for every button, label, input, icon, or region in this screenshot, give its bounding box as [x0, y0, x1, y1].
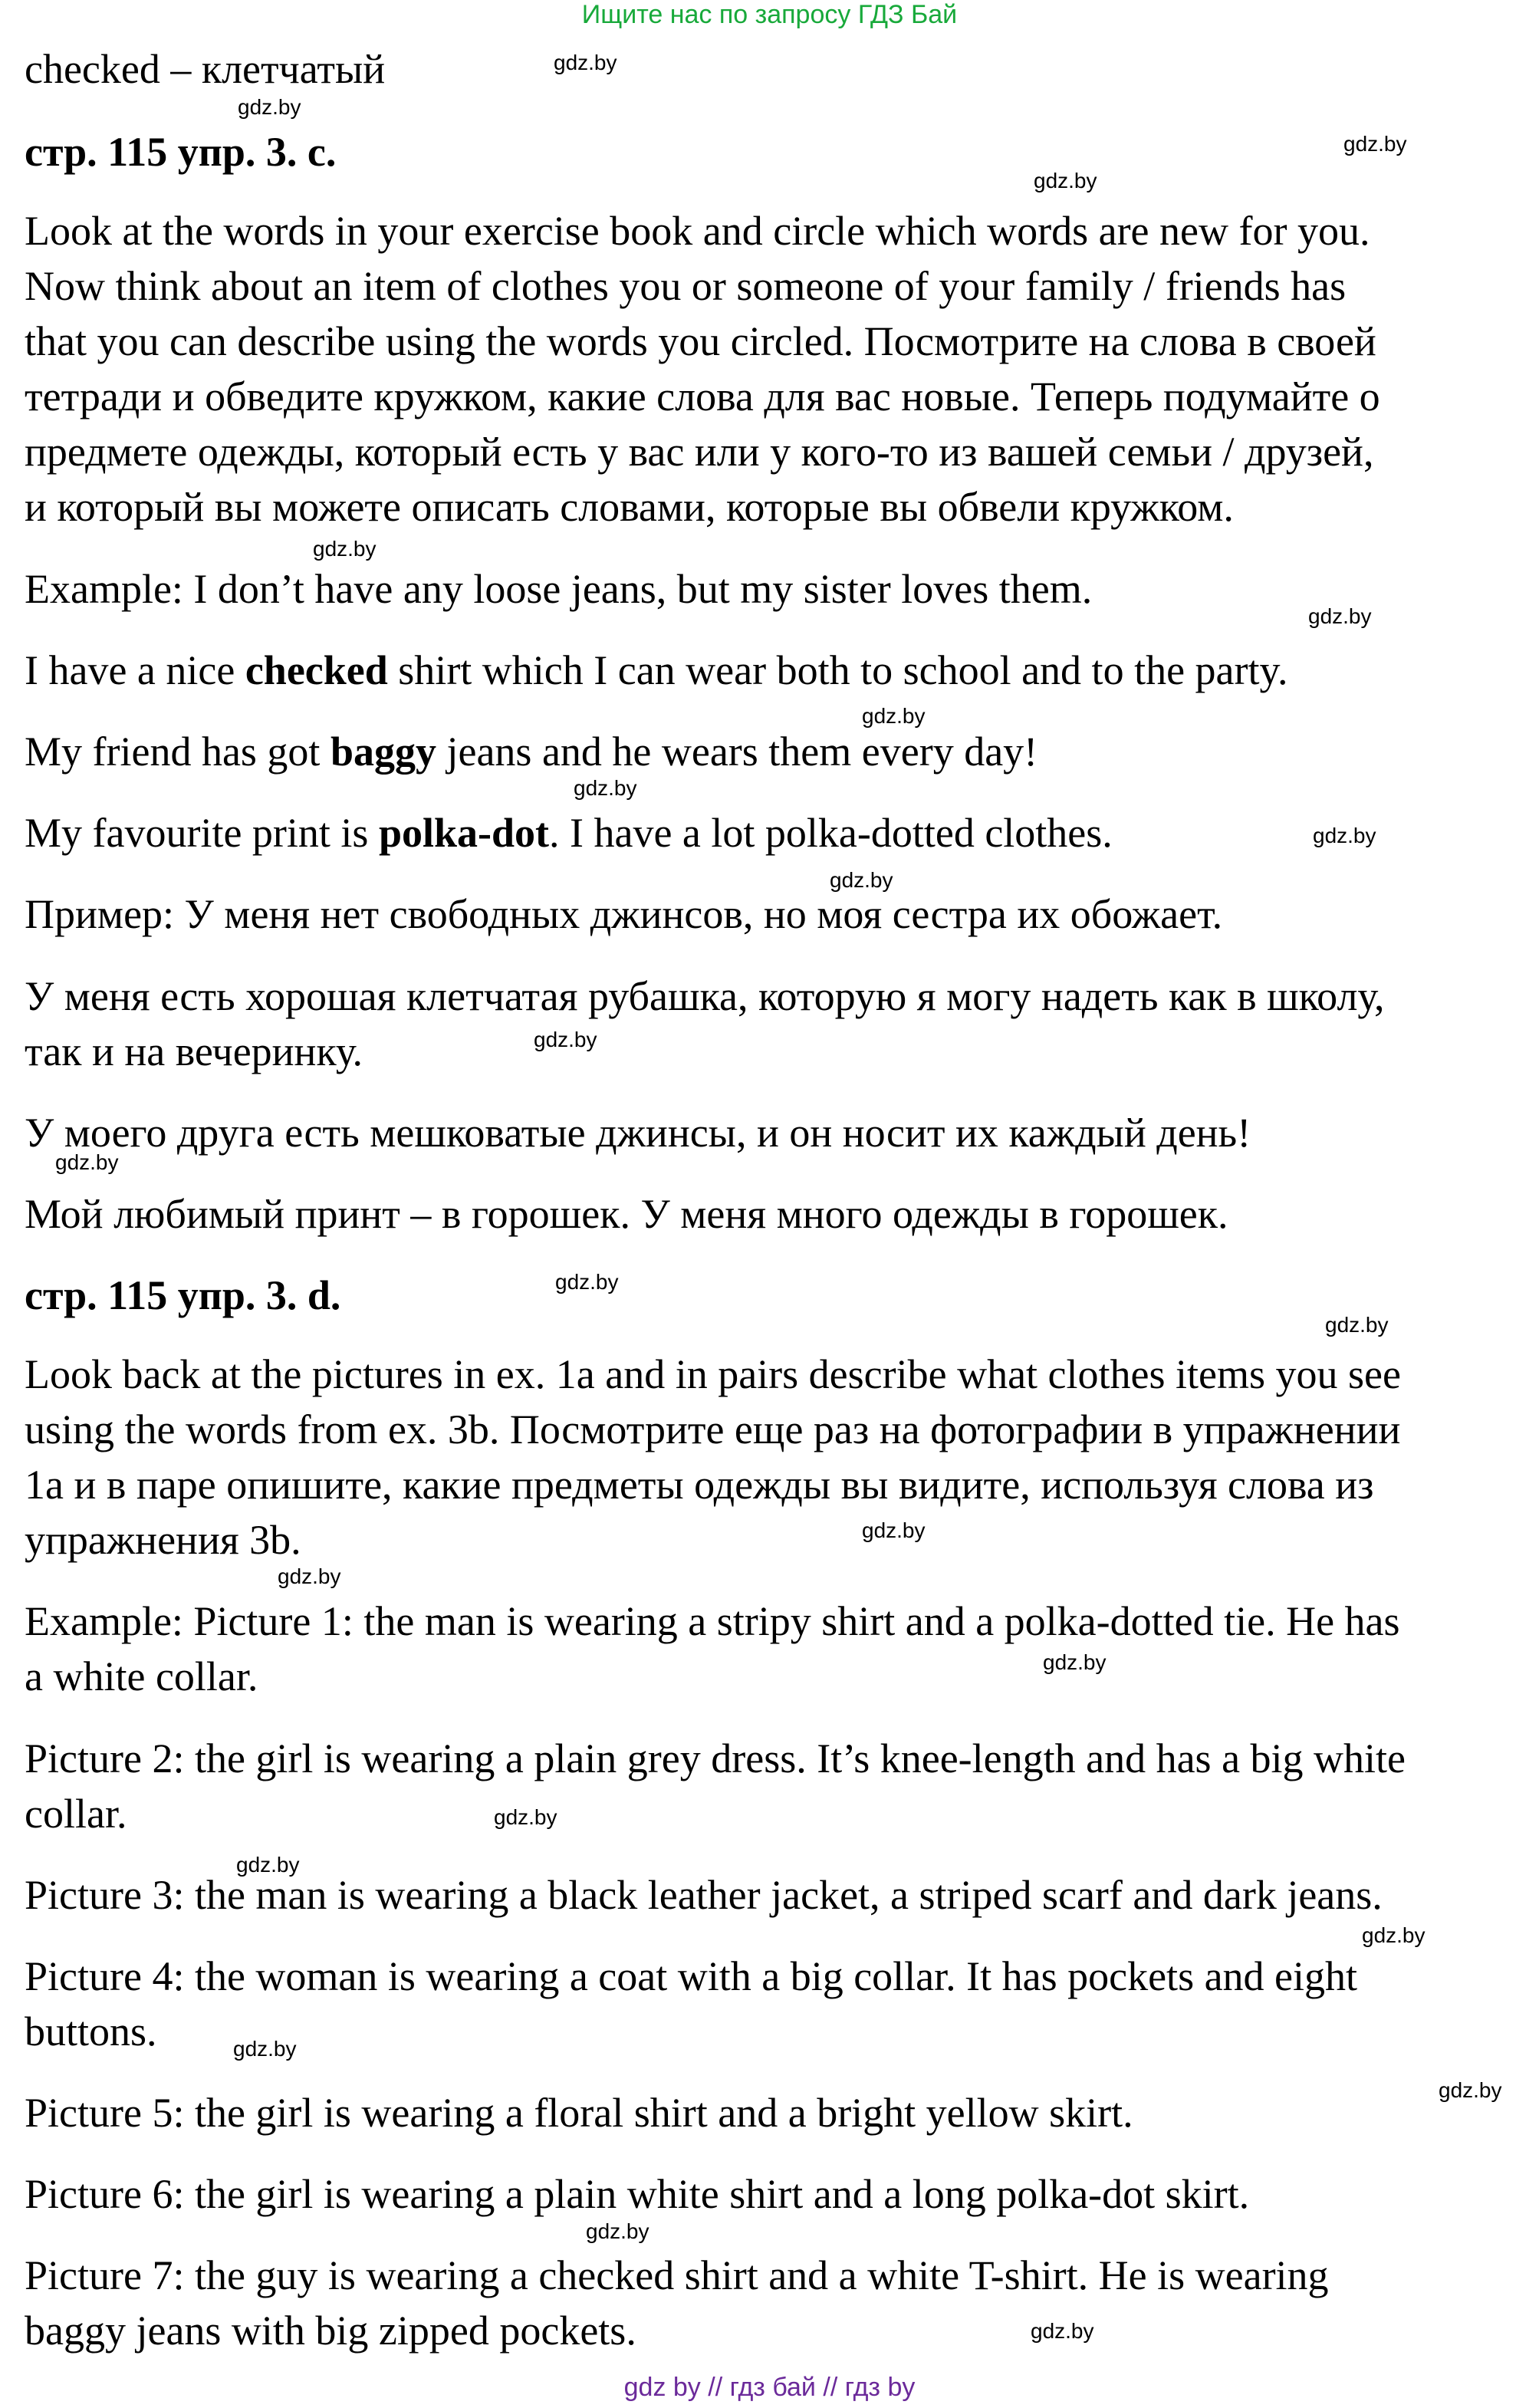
section-heading-3d: стр. 115 упр. 3. d.: [25, 1272, 341, 1318]
picture-description: buttons.: [25, 2008, 157, 2054]
task-text: упражнения 3b.: [25, 1517, 301, 1563]
picture-description: collar.: [25, 1791, 127, 1837]
watermark: gdz.by: [1031, 2319, 1094, 2343]
picture-description: baggy jeans with big zipped pockets.: [25, 2308, 636, 2354]
watermark: gdz.by: [1439, 2078, 1502, 2102]
sentence-part: I have a nice: [25, 647, 245, 693]
sentence-part: My favourite print is: [25, 810, 379, 856]
translation-text: У моего друга есть мешковатые джинсы, и он носит их каждый день!: [25, 1110, 1251, 1156]
vocab-line: checked – клетчатый: [25, 46, 386, 92]
task-text: that you can describe using the words you circled. Посмотрите на слова в своей: [25, 318, 1376, 364]
footer-links[interactable]: gdz by // гдз бай // гдз by: [623, 2373, 916, 2402]
task-text: using the words from ex. 3b. Посмотрите еще раз на фотографии в упражнении: [25, 1406, 1401, 1452]
picture-description: Picture 5: the girl is wearing a floral shirt and a bright yellow skirt.: [25, 2090, 1133, 2136]
watermark: gdz.by: [1313, 824, 1376, 847]
task-text: Look back at the pictures in ex. 1a and in pairs describe what clothes items you see: [25, 1351, 1401, 1397]
watermark: gdz.by: [1034, 169, 1097, 192]
task-text: предмете одежды, который есть у вас или у кого-то из вашей семьи / друзей,: [25, 429, 1374, 475]
sentence-part: jeans and he wears them every day!: [436, 729, 1038, 775]
keyword: baggy: [330, 729, 436, 775]
keyword: checked: [245, 647, 388, 693]
watermark: gdz.by: [574, 776, 637, 800]
watermark: gdz.by: [1362, 1923, 1426, 1947]
translation-text: Мой любимый принт – в горошек. У меня много одежды в горошек.: [25, 1191, 1228, 1237]
watermark: gdz.by: [862, 704, 926, 728]
example-text: a white collar.: [25, 1653, 258, 1699]
watermark: gdz.by: [313, 537, 377, 561]
keyword: polka-dot: [378, 810, 550, 856]
translation-text: Пример: У меня нет свободных джинсов, но моя сестра их обожает.: [25, 891, 1223, 937]
watermark: gdz.by: [238, 95, 301, 119]
example-text: Example: Picture 1: the man is wearing a stripy shirt and a polka-dotted tie. He has: [25, 1598, 1400, 1644]
task-text: тетради и обведите кружком, какие слова для вас новые. Теперь подумайте о: [25, 373, 1380, 419]
picture-description: Picture 7: the guy is wearing a checked shirt and a white T-shirt. He is wearing: [25, 2252, 1329, 2298]
task-text: 1a и в паре опишите, какие предметы одежды вы видите, используя слова из: [25, 1462, 1374, 1508]
watermark: gdz.by: [55, 1150, 119, 1174]
example-text: Example: I don’t have any loose jeans, but my sister loves them.: [25, 566, 1093, 612]
watermark: gdz.by: [278, 1564, 341, 1588]
watermark: gdz.by: [862, 1518, 926, 1542]
watermark: gdz.by: [1325, 1313, 1389, 1337]
watermark: gdz.by: [1043, 1650, 1107, 1674]
translation-text: так и на вечеринку.: [25, 1028, 363, 1074]
task-text: и который вы можете описать словами, которые вы обвели кружком.: [25, 484, 1234, 530]
task-text: Look at the words in your exercise book and circle which words are new for you.: [25, 208, 1370, 254]
watermark: gdz.by: [236, 1853, 300, 1877]
watermark: gdz.by: [1308, 604, 1372, 628]
picture-description: Picture 4: the woman is wearing a coat with a big collar. It has pockets and eight: [25, 1953, 1358, 1999]
task-text: Now think about an item of clothes you or someone of your family / friends has: [25, 263, 1347, 309]
watermark: gdz.by: [1343, 132, 1407, 156]
picture-description: Picture 3: the man is wearing a black leather jacket, a striped scarf and dark jeans.: [25, 1872, 1383, 1918]
watermark: gdz.by: [586, 2219, 649, 2243]
watermark: gdz.by: [233, 2037, 297, 2061]
section-heading-3c: стр. 115 упр. 3. с.: [25, 129, 337, 175]
watermark: gdz.by: [555, 1270, 619, 1294]
watermark: gdz.by: [534, 1028, 597, 1051]
answer-sentence: [25, 724, 1038, 779]
translation-text: У меня есть хорошая клетчатая рубашка, которую я могу надеть как в школу,: [25, 973, 1385, 1019]
answer-sentence: [25, 805, 1113, 860]
watermark: gdz.by: [554, 51, 617, 74]
answer-sentence: [25, 643, 1287, 698]
picture-description: Picture 2: the girl is wearing a plain grey dress. It’s knee-length and has a big white: [25, 1735, 1406, 1781]
watermark: gdz.by: [830, 868, 893, 892]
picture-description: Picture 6: the girl is wearing a plain white shirt and a long polka-dot skirt.: [25, 2171, 1250, 2217]
sentence-part: . I have a lot polka-dotted clothes.: [549, 810, 1113, 856]
top-banner[interactable]: Ищите нас по запросу ГДЗ Бай: [581, 0, 958, 29]
watermark: gdz.by: [494, 1805, 557, 1829]
sentence-part: My friend has got: [25, 729, 330, 775]
sentence-part: shirt which I can wear both to school and to the party.: [387, 647, 1288, 693]
